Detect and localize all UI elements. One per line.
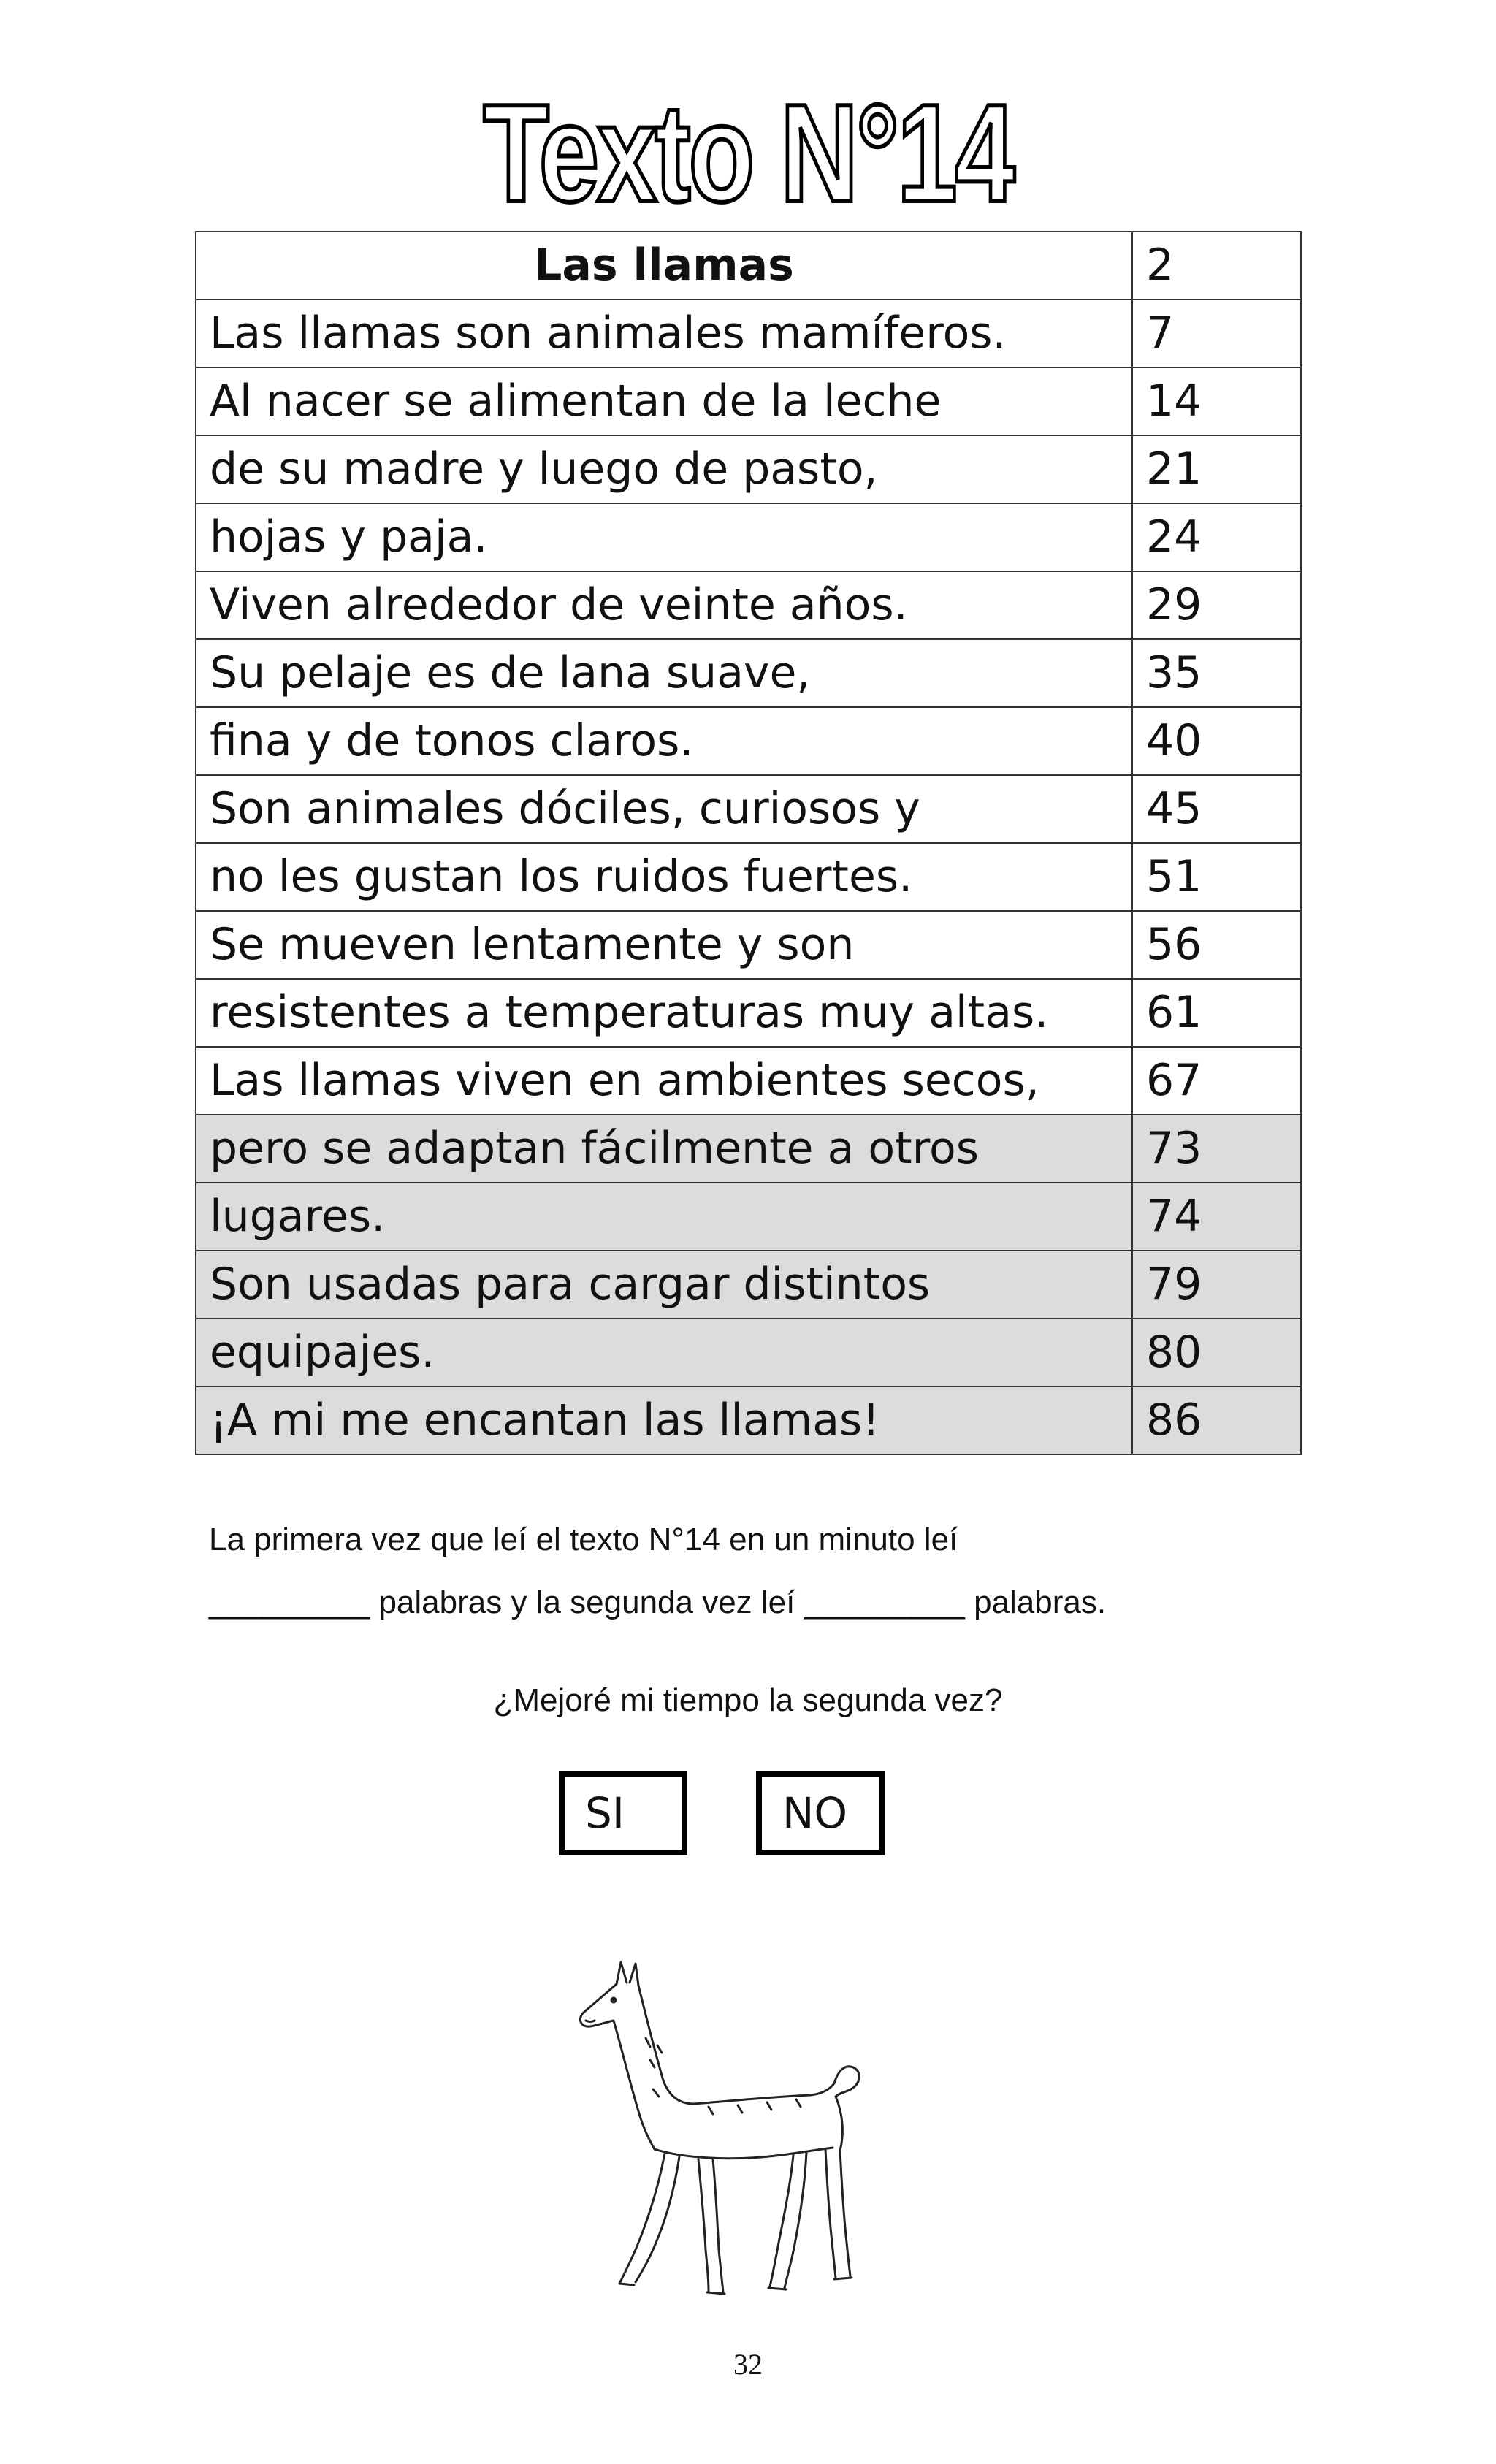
table-row [196, 707, 1301, 775]
word-count: 21 [1132, 435, 1301, 503]
table-heading-row [196, 232, 1301, 300]
sentence-cell: lugares. [196, 1183, 1132, 1251]
table-row [196, 1319, 1301, 1387]
sentence-cell: Las llamas son animales mamíferos. [196, 300, 1132, 367]
table-row [196, 1387, 1301, 1454]
table-row [196, 1183, 1301, 1251]
page-number: 32 [733, 2348, 763, 2381]
word-count: 61 [1132, 979, 1301, 1047]
sentence-cell: Viven alrededor de veinte años. [196, 571, 1132, 639]
word-count: 86 [1132, 1387, 1301, 1454]
table-row [196, 911, 1301, 979]
sentence-cell: equipajes. [196, 1319, 1132, 1387]
table-row [196, 843, 1301, 911]
table-row [196, 435, 1301, 503]
sentence-cell: de su madre y luego de pasto, [196, 435, 1132, 503]
word-count: 35 [1132, 639, 1301, 707]
table-row [196, 1251, 1301, 1319]
table-row [196, 571, 1301, 639]
word-count: 73 [1132, 1115, 1301, 1183]
table-row [196, 1047, 1301, 1115]
word-count-blanks[interactable]: _________ palabras y la segunda vez leí _________ palabras. [209, 1584, 1107, 1620]
word-count: 7 [1132, 300, 1301, 367]
sentence-cell: Al nacer se alimentan de la leche [196, 367, 1132, 435]
word-count: 2 [1132, 232, 1301, 300]
word-count: 80 [1132, 1319, 1301, 1387]
word-count: 24 [1132, 503, 1301, 571]
table-row [196, 775, 1301, 843]
table-row [196, 639, 1301, 707]
sentence-cell: fina y de tonos claros. [196, 707, 1132, 775]
sentence-cell: no les gustan los ruidos fuertes. [196, 843, 1132, 911]
sentence-cell: Son usadas para cargar distintos [196, 1251, 1132, 1319]
table-row [196, 503, 1301, 571]
table-row [196, 367, 1301, 435]
word-count: 67 [1132, 1047, 1301, 1115]
improvement-question: ¿Mejoré mi tiempo la segunda vez? [493, 1682, 1003, 1718]
table-row [196, 1115, 1301, 1183]
first-reading-sentence: La primera vez que leí el texto N°14 en un minuto leí [209, 1522, 958, 1557]
table-row [196, 979, 1301, 1047]
sentence-cell: Su pelaje es de lana suave, [196, 639, 1132, 707]
word-count: 14 [1132, 367, 1301, 435]
sentence-cell: Las llamas viven en ambientes secos, [196, 1047, 1132, 1115]
no-checkbox[interactable]: NO [756, 1771, 885, 1855]
word-count: 51 [1132, 843, 1301, 911]
text-title: Las llamas [196, 232, 1132, 300]
llama-icon [562, 1958, 884, 2308]
yes-checkbox[interactable]: SI [559, 1771, 687, 1855]
word-count: 29 [1132, 571, 1301, 639]
sentence-cell: hojas y paja. [196, 503, 1132, 571]
sentence-cell: Se mueven lentamente y son [196, 911, 1132, 979]
word-count: 74 [1132, 1183, 1301, 1251]
sentence-cell: Son animales dóciles, curiosos y [196, 775, 1132, 843]
page-title: Texto N°14 [483, 76, 1013, 231]
sentence-cell: ¡A mi me encantan las llamas! [196, 1387, 1132, 1454]
word-count: 40 [1132, 707, 1301, 775]
word-count: 56 [1132, 911, 1301, 979]
table-row [196, 300, 1301, 367]
word-count: 45 [1132, 775, 1301, 843]
sentence-cell: resistentes a temperaturas muy altas. [196, 979, 1132, 1047]
sentence-cell: pero se adaptan fácilmente a otros [196, 1115, 1132, 1183]
word-count: 79 [1132, 1251, 1301, 1319]
reading-table [195, 231, 1302, 1455]
reading-table-body [196, 232, 1301, 1454]
